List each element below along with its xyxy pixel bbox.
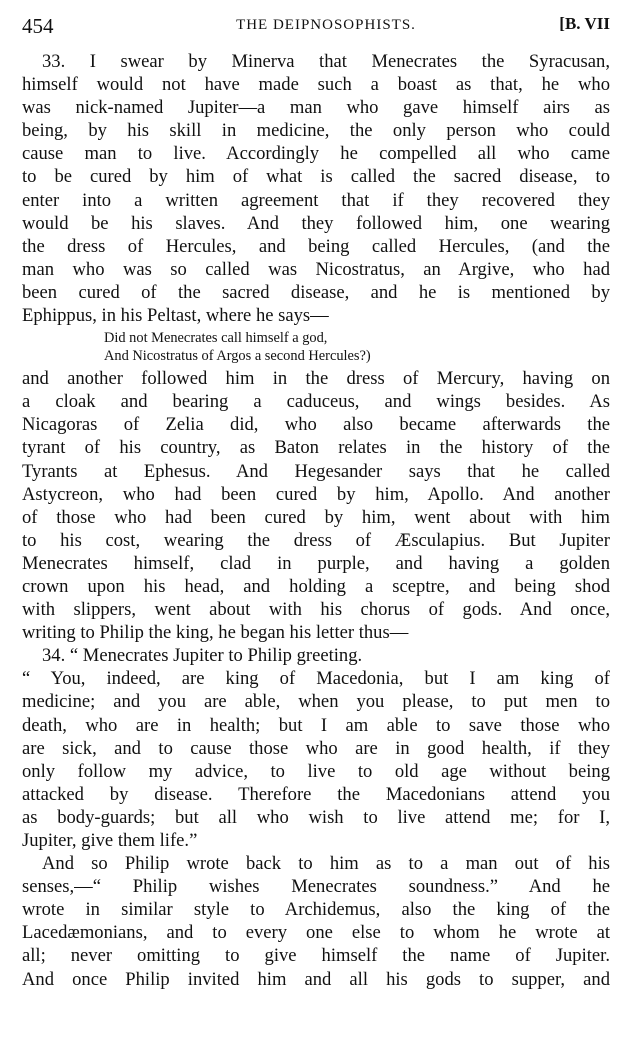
text-line: wrote in similar style to Archidemus, also the king of the <box>22 899 610 921</box>
text-line: Lacedæmonians, and to every one else to whom he wrote at <box>22 922 610 944</box>
text-line: medicine; and you are able, when you please, to put men to <box>22 691 610 713</box>
text-line: to his cost, wearing the dress of Æsculapius. But Jupiter <box>22 529 610 551</box>
text-line: was nick-named Jupiter—a man who gave himself airs as <box>22 97 610 119</box>
text-line: death, who are in health; but I am able to save those who <box>22 714 610 736</box>
text-line: 33. I swear by Minerva that Menecrates the Syracusan, <box>42 51 610 72</box>
text-line: himself would not have made such a boast as that, he who <box>22 74 610 96</box>
text-line: Jupiter, give them life.” <box>22 830 198 851</box>
page-header <box>22 14 610 42</box>
text-line: “ You, indeed, are king of Macedonia, but I am king of <box>22 668 610 690</box>
text-line: Nicagoras of Zelia did, who also became afterwards the <box>22 414 610 436</box>
text-line: of those who had been cured by him, went about with him <box>22 506 610 528</box>
book-indicator: [B. VII <box>559 14 610 33</box>
text-line: being, by his skill in medicine, the only person who could <box>22 120 610 142</box>
text-line: as body-guards; but all who wish to live attend me; for I, <box>22 806 610 828</box>
text-line: the dress of Hercules, and being called Hercules, (and the <box>22 235 610 257</box>
text-line: been cured of the sacred disease, and he is mentioned by <box>22 281 610 303</box>
text-line: Astycreon, who had been cured by him, Apollo. And another <box>22 483 610 505</box>
verse-line: Did not Menecrates call himself a god, <box>104 330 328 347</box>
text-line: and another followed him in the dress of Mercury, having on <box>22 368 610 390</box>
text-line: enter into a written agreement that if they recovered they <box>22 189 610 211</box>
page-body <box>22 50 610 991</box>
text-line: to be cured by him of what is called the sacred disease, to <box>22 166 610 188</box>
running-title: THE DEIPNOSOPHISTS. <box>236 17 416 33</box>
text-line: crown upon his head, and holding a sceptre, and being shod <box>22 575 610 597</box>
text-line: are sick, and to cause those who are in good health, if they <box>22 737 610 759</box>
text-line: attacked by disease. Therefore the Macedonians attend you <box>22 783 610 805</box>
text-line: writing to Philip the king, he began his letter thus— <box>22 622 409 644</box>
text-line: man who was so called was Nicostratus, an Argive, who had <box>22 258 610 280</box>
page-number: 454 <box>22 14 54 38</box>
text-line: Menecrates himself, clad in purple, and having a golden <box>22 552 610 574</box>
text-line: And so Philip wrote back to him as to a man out of his <box>42 853 610 875</box>
text-line: tyrant of his country, as Baton relates in the history of the <box>22 437 610 459</box>
text-line: would be his slaves. And they followed him, one wearing <box>22 212 610 234</box>
text-line: 34. “ Menecrates Jupiter to Philip greeting. <box>42 645 363 667</box>
text-line: with slippers, went about with his chorus of gods. And once, <box>22 599 610 621</box>
verse-line: And Nicostratus of Argos a second Hercules?) <box>104 348 371 365</box>
text-line: Tyrants at Ephesus. And Hegesander says that he called <box>22 460 610 482</box>
text-line: And once Philip invited him and all his gods to supper, and <box>22 968 610 990</box>
text-line: all; never omitting to give himself the name of Jupiter. <box>22 945 610 967</box>
text-line: cause man to live. Accordingly he compelled all who came <box>22 143 610 165</box>
text-line: only follow my advice, to live to old age without being <box>22 760 610 782</box>
text-line: Ephippus, in his Peltast, where he says— <box>22 305 329 327</box>
text-line: a cloak and bearing a caduceus, and wings besides. As <box>22 391 610 413</box>
text-line: senses,—“ Philip wishes Menecrates soundness.” And he <box>22 876 610 898</box>
book-page <box>22 14 610 990</box>
